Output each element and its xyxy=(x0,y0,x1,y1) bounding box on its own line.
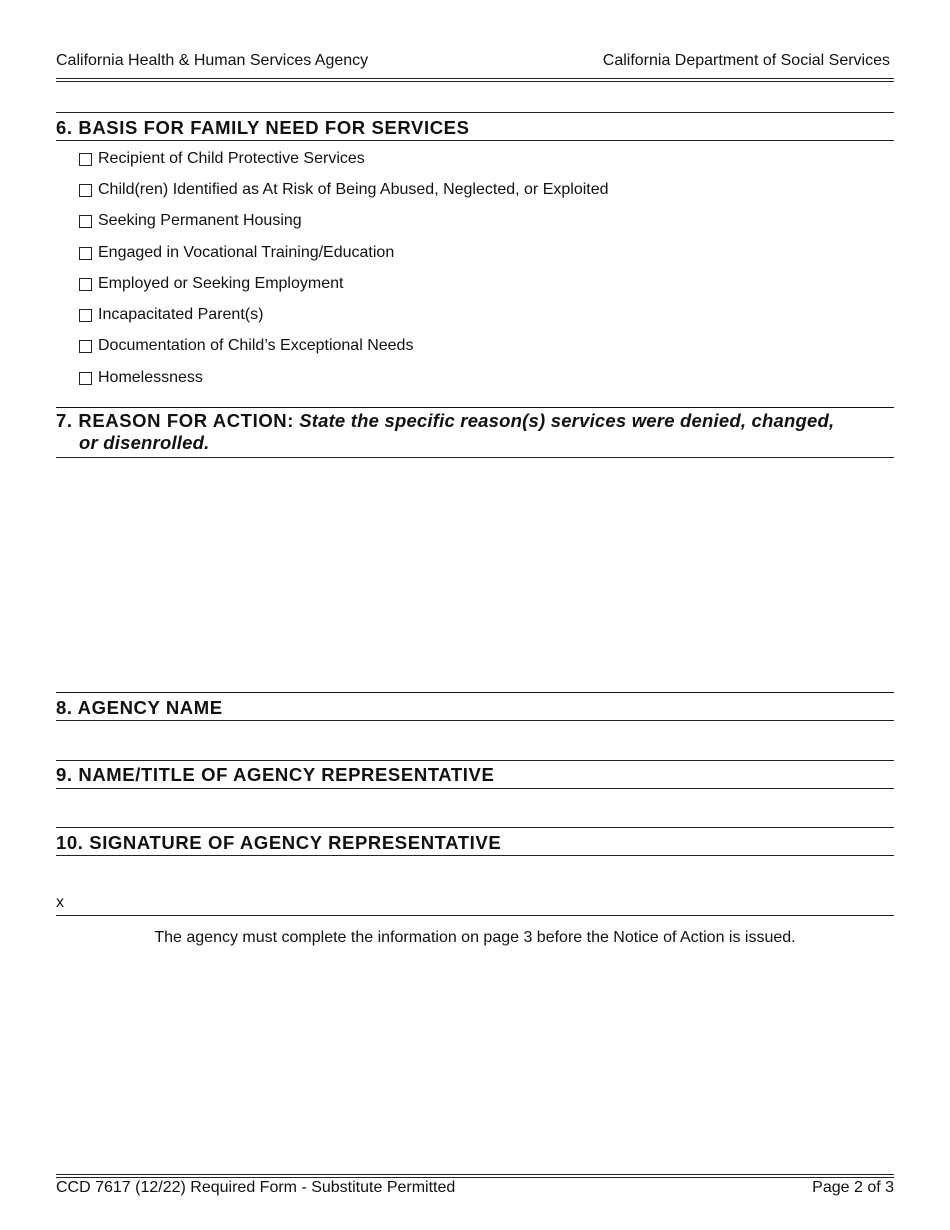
section10-title: 10. SIGNATURE OF AGENCY REPRESENTATIVE xyxy=(56,832,502,853)
header-agency: California Health & Human Services Agency xyxy=(56,52,369,69)
section9-rule-bottom xyxy=(56,788,894,789)
header-department: California Department of Social Services xyxy=(602,52,890,69)
section6-rule-bottom xyxy=(56,140,894,141)
footer-rule-top xyxy=(56,1174,894,1175)
option-vocational-training[interactable] xyxy=(79,244,394,262)
option-at-risk[interactable] xyxy=(79,181,609,199)
checkbox[interactable] xyxy=(79,247,92,260)
section9-title: 9. NAME/TITLE OF AGENCY REPRESENTATIVE xyxy=(56,764,495,785)
option-label: Engaged in Vocational Training/Education xyxy=(98,244,395,261)
section7-instruction-line2: or disenrolled. xyxy=(79,432,210,453)
agency-name-field[interactable] xyxy=(56,722,894,758)
section7-rule-top xyxy=(56,407,894,408)
checkbox[interactable] xyxy=(79,372,92,385)
representative-name-field[interactable] xyxy=(56,790,894,826)
checkbox[interactable] xyxy=(79,278,92,291)
section7-label: 7. REASON FOR ACTION: xyxy=(56,410,295,431)
reason-for-action-field[interactable] xyxy=(56,460,894,688)
section8-title: 8. AGENCY NAME xyxy=(56,697,223,718)
option-label: Employed or Seeking Employment xyxy=(98,275,344,292)
option-label: Homelessness xyxy=(98,369,203,386)
option-homelessness[interactable] xyxy=(79,369,203,387)
signature-x-mark: x xyxy=(56,894,64,911)
section7-heading xyxy=(56,410,896,454)
header-rule-bottom xyxy=(56,81,894,82)
checkbox[interactable] xyxy=(79,340,92,353)
page-number: Page 2 of 3 xyxy=(812,1179,894,1196)
option-label: Seeking Permanent Housing xyxy=(98,212,302,229)
checkbox[interactable] xyxy=(79,309,92,322)
signature-field[interactable] xyxy=(70,876,894,914)
option-child-protective-services[interactable] xyxy=(79,150,365,168)
section7-rule-bottom xyxy=(56,457,894,458)
checkbox[interactable] xyxy=(79,215,92,228)
section10-rule-bottom xyxy=(56,855,894,856)
form-id: CCD 7617 (12/22) Required Form - Substitute Permitted xyxy=(56,1179,456,1196)
checkbox[interactable] xyxy=(79,184,92,197)
footer-rule-bottom xyxy=(56,1177,894,1178)
signature-line xyxy=(56,915,894,916)
option-label: Recipient of Child Protective Services xyxy=(98,150,365,167)
option-incapacitated-parent[interactable] xyxy=(79,306,263,324)
section10-rule-top xyxy=(56,827,894,828)
section7-instruction-line1: State the specific reason(s) services were denied, changed, xyxy=(299,410,835,431)
section9-rule-top xyxy=(56,760,894,761)
option-label: Child(ren) Identified as At Risk of Being Abused, Neglected, or Exploited xyxy=(98,181,609,198)
section8-rule-bottom xyxy=(56,720,894,721)
checkbox[interactable] xyxy=(79,153,92,166)
option-employment[interactable] xyxy=(79,275,343,293)
option-label: Incapacitated Parent(s) xyxy=(98,306,264,323)
option-exceptional-needs[interactable] xyxy=(79,337,413,355)
section8-rule-top xyxy=(56,692,894,693)
completion-note: The agency must complete the information on page 3 before the Notice of Action is issued. xyxy=(154,929,796,946)
option-label: Documentation of Child’s Exceptional Needs xyxy=(98,337,414,354)
header-rule-top xyxy=(56,78,894,79)
option-permanent-housing[interactable] xyxy=(79,212,302,230)
section6-title: 6. BASIS FOR FAMILY NEED FOR SERVICES xyxy=(56,117,470,138)
section6-rule-top xyxy=(56,112,894,113)
